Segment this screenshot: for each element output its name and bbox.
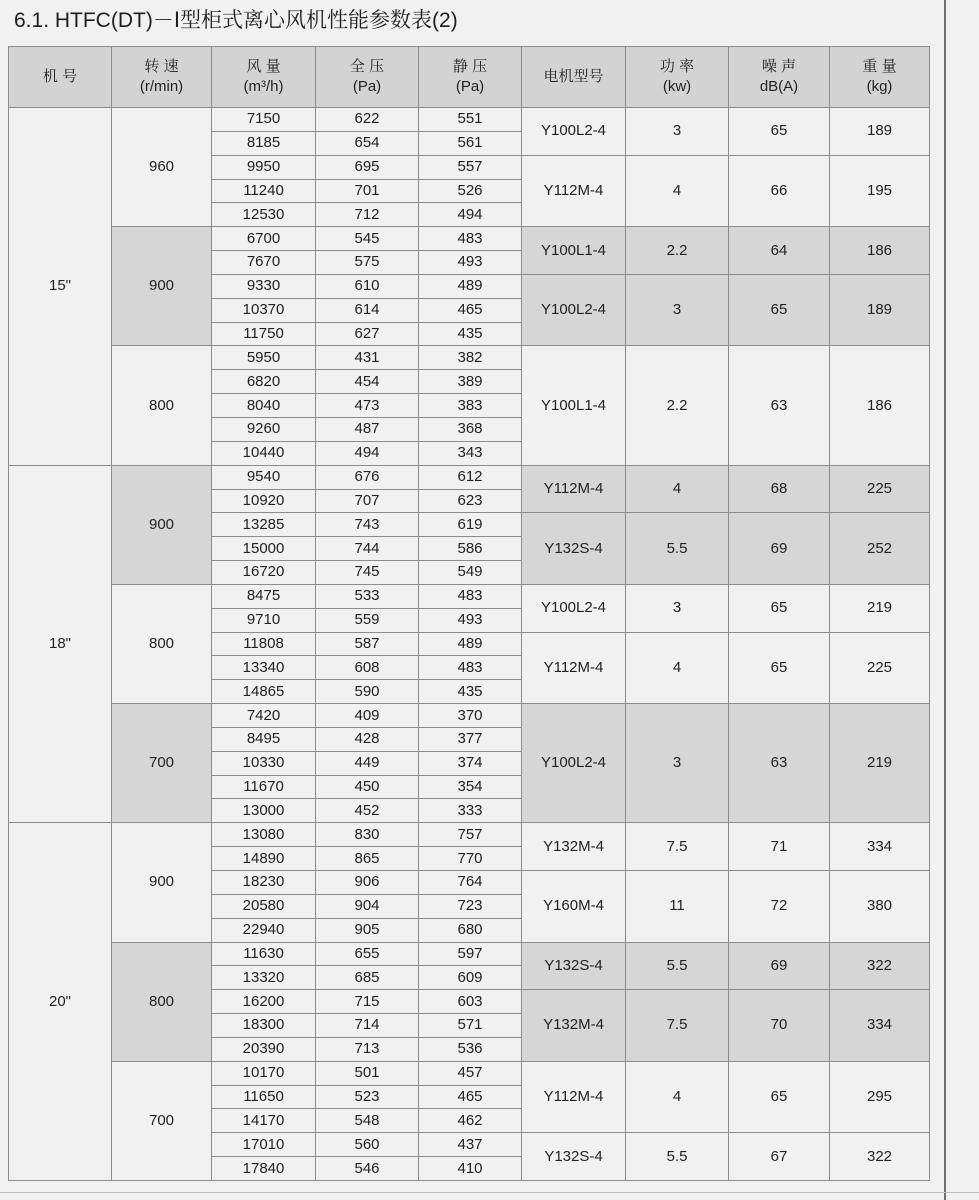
total-pressure-cell: 622 xyxy=(316,108,419,132)
motor-model-cell: Y100L2-4 xyxy=(522,584,626,632)
static-pressure-cell: 489 xyxy=(419,274,522,298)
total-pressure-cell: 560 xyxy=(316,1133,419,1157)
noise-cell: 65 xyxy=(729,274,830,346)
noise-cell: 71 xyxy=(729,823,830,871)
static-pressure-cell: 410 xyxy=(419,1157,522,1181)
total-pressure-cell: 743 xyxy=(316,513,419,537)
table-row xyxy=(9,823,930,847)
table-row xyxy=(9,346,930,370)
weight-cell: 195 xyxy=(830,155,930,227)
airflow-cell: 13080 xyxy=(212,823,316,847)
static-pressure-cell: 526 xyxy=(419,179,522,203)
airflow-cell: 8040 xyxy=(212,394,316,418)
airflow-cell: 9950 xyxy=(212,155,316,179)
airflow-cell: 10440 xyxy=(212,441,316,465)
static-pressure-cell: 435 xyxy=(419,322,522,346)
noise-cell: 65 xyxy=(729,584,830,632)
noise-cell: 65 xyxy=(729,632,830,704)
airflow-cell: 22940 xyxy=(212,918,316,942)
power-cell: 3 xyxy=(626,704,729,823)
total-pressure-cell: 449 xyxy=(316,751,419,775)
total-pressure-cell: 450 xyxy=(316,775,419,799)
machine-no-cell: 20" xyxy=(9,823,112,1181)
speed-cell: 900 xyxy=(112,227,212,346)
weight-cell: 295 xyxy=(830,1061,930,1133)
motor-model-cell: Y112M-4 xyxy=(522,632,626,704)
static-pressure-cell: 764 xyxy=(419,871,522,895)
total-pressure-cell: 715 xyxy=(316,990,419,1014)
header-weight: 重 量 (kg) xyxy=(830,47,930,108)
total-pressure-cell: 712 xyxy=(316,203,419,227)
motor-model-cell: Y132M-4 xyxy=(522,823,626,871)
table-row xyxy=(9,942,930,966)
power-cell: 4 xyxy=(626,465,729,513)
airflow-cell: 10330 xyxy=(212,751,316,775)
static-pressure-cell: 465 xyxy=(419,298,522,322)
static-pressure-cell: 494 xyxy=(419,203,522,227)
table-row xyxy=(9,227,930,251)
airflow-cell: 9260 xyxy=(212,417,316,441)
weight-cell: 219 xyxy=(830,584,930,632)
weight-cell: 322 xyxy=(830,942,930,990)
airflow-cell: 16720 xyxy=(212,561,316,585)
total-pressure-cell: 608 xyxy=(316,656,419,680)
airflow-cell: 14890 xyxy=(212,847,316,871)
motor-model-cell: Y132S-4 xyxy=(522,942,626,990)
power-cell: 11 xyxy=(626,871,729,943)
static-pressure-cell: 457 xyxy=(419,1061,522,1085)
header-total-pressure: 全 压 (Pa) xyxy=(316,47,419,108)
airflow-cell: 11670 xyxy=(212,775,316,799)
airflow-cell: 7150 xyxy=(212,108,316,132)
airflow-cell: 13320 xyxy=(212,966,316,990)
machine-no-cell: 15" xyxy=(9,108,112,466)
motor-model-cell: Y100L2-4 xyxy=(522,274,626,346)
total-pressure-cell: 487 xyxy=(316,417,419,441)
noise-cell: 68 xyxy=(729,465,830,513)
header-machine-no: 机 号 xyxy=(9,47,112,108)
total-pressure-cell: 454 xyxy=(316,370,419,394)
static-pressure-cell: 623 xyxy=(419,489,522,513)
static-pressure-cell: 549 xyxy=(419,561,522,585)
table-header-row xyxy=(9,47,930,108)
power-cell: 2.2 xyxy=(626,227,729,275)
airflow-cell: 13000 xyxy=(212,799,316,823)
total-pressure-cell: 428 xyxy=(316,727,419,751)
static-pressure-cell: 723 xyxy=(419,894,522,918)
static-pressure-cell: 757 xyxy=(419,823,522,847)
motor-model-cell: Y112M-4 xyxy=(522,155,626,227)
static-pressure-cell: 382 xyxy=(419,346,522,370)
static-pressure-cell: 354 xyxy=(419,775,522,799)
table-row xyxy=(9,1061,930,1085)
static-pressure-cell: 483 xyxy=(419,656,522,680)
noise-cell: 63 xyxy=(729,346,830,465)
airflow-cell: 7670 xyxy=(212,251,316,275)
static-pressure-cell: 435 xyxy=(419,680,522,704)
total-pressure-cell: 494 xyxy=(316,441,419,465)
motor-model-cell: Y112M-4 xyxy=(522,1061,626,1133)
total-pressure-cell: 523 xyxy=(316,1085,419,1109)
total-pressure-cell: 701 xyxy=(316,179,419,203)
header-static-pressure: 静 压 (Pa) xyxy=(419,47,522,108)
table-row xyxy=(9,584,930,608)
airflow-cell: 17010 xyxy=(212,1133,316,1157)
total-pressure-cell: 695 xyxy=(316,155,419,179)
table-row xyxy=(9,704,930,728)
airflow-cell: 10370 xyxy=(212,298,316,322)
total-pressure-cell: 614 xyxy=(316,298,419,322)
table-row xyxy=(9,108,930,132)
static-pressure-cell: 377 xyxy=(419,727,522,751)
total-pressure-cell: 473 xyxy=(316,394,419,418)
static-pressure-cell: 368 xyxy=(419,417,522,441)
static-pressure-cell: 586 xyxy=(419,537,522,561)
bottom-margin-rule xyxy=(0,1192,979,1193)
static-pressure-cell: 493 xyxy=(419,251,522,275)
static-pressure-cell: 770 xyxy=(419,847,522,871)
speed-cell: 700 xyxy=(112,704,212,823)
airflow-cell: 8185 xyxy=(212,131,316,155)
motor-model-cell: Y132M-4 xyxy=(522,990,626,1062)
airflow-cell: 20390 xyxy=(212,1037,316,1061)
airflow-cell: 14170 xyxy=(212,1109,316,1133)
motor-model-cell: Y100L1-4 xyxy=(522,227,626,275)
noise-cell: 64 xyxy=(729,227,830,275)
power-cell: 3 xyxy=(626,108,729,156)
weight-cell: 380 xyxy=(830,871,930,943)
airflow-cell: 20580 xyxy=(212,894,316,918)
noise-cell: 67 xyxy=(729,1133,830,1181)
airflow-cell: 14865 xyxy=(212,680,316,704)
power-cell: 4 xyxy=(626,632,729,704)
static-pressure-cell: 343 xyxy=(419,441,522,465)
total-pressure-cell: 745 xyxy=(316,561,419,585)
total-pressure-cell: 546 xyxy=(316,1157,419,1181)
fan-performance-table xyxy=(8,46,930,1181)
total-pressure-cell: 587 xyxy=(316,632,419,656)
airflow-cell: 15000 xyxy=(212,537,316,561)
total-pressure-cell: 409 xyxy=(316,704,419,728)
machine-no-cell: 18" xyxy=(9,465,112,823)
power-cell: 3 xyxy=(626,274,729,346)
static-pressure-cell: 370 xyxy=(419,704,522,728)
power-cell: 5.5 xyxy=(626,942,729,990)
speed-cell: 800 xyxy=(112,942,212,1061)
airflow-cell: 6700 xyxy=(212,227,316,251)
weight-cell: 186 xyxy=(830,227,930,275)
static-pressure-cell: 483 xyxy=(419,584,522,608)
total-pressure-cell: 548 xyxy=(316,1109,419,1133)
speed-cell: 960 xyxy=(112,108,212,227)
airflow-cell: 11750 xyxy=(212,322,316,346)
table-row xyxy=(9,465,930,489)
total-pressure-cell: 714 xyxy=(316,1014,419,1038)
total-pressure-cell: 545 xyxy=(316,227,419,251)
airflow-cell: 18300 xyxy=(212,1014,316,1038)
total-pressure-cell: 501 xyxy=(316,1061,419,1085)
static-pressure-cell: 493 xyxy=(419,608,522,632)
total-pressure-cell: 744 xyxy=(316,537,419,561)
noise-cell: 65 xyxy=(729,108,830,156)
static-pressure-cell: 437 xyxy=(419,1133,522,1157)
total-pressure-cell: 654 xyxy=(316,131,419,155)
airflow-cell: 10920 xyxy=(212,489,316,513)
airflow-cell: 12530 xyxy=(212,203,316,227)
weight-cell: 225 xyxy=(830,465,930,513)
speed-cell: 900 xyxy=(112,465,212,584)
total-pressure-cell: 431 xyxy=(316,346,419,370)
speed-cell: 800 xyxy=(112,346,212,465)
power-cell: 4 xyxy=(626,1061,729,1133)
header-noise: 噪 声 dB(A) xyxy=(729,47,830,108)
total-pressure-cell: 533 xyxy=(316,584,419,608)
static-pressure-cell: 333 xyxy=(419,799,522,823)
header-speed: 转 速 (r/min) xyxy=(112,47,212,108)
static-pressure-cell: 465 xyxy=(419,1085,522,1109)
weight-cell: 186 xyxy=(830,346,930,465)
page-title: 6.1. HTFC(DT)－Ⅰ型柜式离心风机性能参数表(2) xyxy=(14,9,458,32)
total-pressure-cell: 865 xyxy=(316,847,419,871)
static-pressure-cell: 489 xyxy=(419,632,522,656)
static-pressure-cell: 389 xyxy=(419,370,522,394)
total-pressure-cell: 610 xyxy=(316,274,419,298)
power-cell: 2.2 xyxy=(626,346,729,465)
total-pressure-cell: 713 xyxy=(316,1037,419,1061)
power-cell: 4 xyxy=(626,155,729,227)
power-cell: 5.5 xyxy=(626,1133,729,1181)
motor-model-cell: Y132S-4 xyxy=(522,1133,626,1181)
noise-cell: 70 xyxy=(729,990,830,1062)
static-pressure-cell: 571 xyxy=(419,1014,522,1038)
noise-cell: 63 xyxy=(729,704,830,823)
noise-cell: 69 xyxy=(729,942,830,990)
speed-cell: 800 xyxy=(112,584,212,703)
total-pressure-cell: 559 xyxy=(316,608,419,632)
total-pressure-cell: 904 xyxy=(316,894,419,918)
weight-cell: 189 xyxy=(830,108,930,156)
total-pressure-cell: 590 xyxy=(316,680,419,704)
static-pressure-cell: 680 xyxy=(419,918,522,942)
weight-cell: 189 xyxy=(830,274,930,346)
motor-model-cell: Y112M-4 xyxy=(522,465,626,513)
motor-model-cell: Y100L2-4 xyxy=(522,108,626,156)
speed-cell: 700 xyxy=(112,1061,212,1180)
airflow-cell: 9710 xyxy=(212,608,316,632)
total-pressure-cell: 830 xyxy=(316,823,419,847)
static-pressure-cell: 536 xyxy=(419,1037,522,1061)
airflow-cell: 9540 xyxy=(212,465,316,489)
static-pressure-cell: 597 xyxy=(419,942,522,966)
static-pressure-cell: 462 xyxy=(419,1109,522,1133)
motor-model-cell: Y160M-4 xyxy=(522,871,626,943)
noise-cell: 65 xyxy=(729,1061,830,1133)
power-cell: 5.5 xyxy=(626,513,729,585)
right-margin-rule xyxy=(944,0,946,1200)
static-pressure-cell: 603 xyxy=(419,990,522,1014)
airflow-cell: 18230 xyxy=(212,871,316,895)
airflow-cell: 8475 xyxy=(212,584,316,608)
motor-model-cell: Y132S-4 xyxy=(522,513,626,585)
airflow-cell: 11808 xyxy=(212,632,316,656)
airflow-cell: 10170 xyxy=(212,1061,316,1085)
total-pressure-cell: 905 xyxy=(316,918,419,942)
static-pressure-cell: 483 xyxy=(419,227,522,251)
static-pressure-cell: 374 xyxy=(419,751,522,775)
static-pressure-cell: 383 xyxy=(419,394,522,418)
header-power: 功 率 (kw) xyxy=(626,47,729,108)
static-pressure-cell: 561 xyxy=(419,131,522,155)
speed-cell: 900 xyxy=(112,823,212,942)
static-pressure-cell: 609 xyxy=(419,966,522,990)
static-pressure-cell: 612 xyxy=(419,465,522,489)
airflow-cell: 13285 xyxy=(212,513,316,537)
total-pressure-cell: 685 xyxy=(316,966,419,990)
static-pressure-cell: 557 xyxy=(419,155,522,179)
airflow-cell: 5950 xyxy=(212,346,316,370)
weight-cell: 219 xyxy=(830,704,930,823)
airflow-cell: 16200 xyxy=(212,990,316,1014)
total-pressure-cell: 906 xyxy=(316,871,419,895)
weight-cell: 322 xyxy=(830,1133,930,1181)
header-airflow: 风 量 (m³/h) xyxy=(212,47,316,108)
airflow-cell: 11650 xyxy=(212,1085,316,1109)
weight-cell: 225 xyxy=(830,632,930,704)
total-pressure-cell: 676 xyxy=(316,465,419,489)
airflow-cell: 13340 xyxy=(212,656,316,680)
weight-cell: 334 xyxy=(830,823,930,871)
total-pressure-cell: 707 xyxy=(316,489,419,513)
static-pressure-cell: 619 xyxy=(419,513,522,537)
noise-cell: 66 xyxy=(729,155,830,227)
airflow-cell: 17840 xyxy=(212,1157,316,1181)
power-cell: 7.5 xyxy=(626,990,729,1062)
power-cell: 3 xyxy=(626,584,729,632)
noise-cell: 69 xyxy=(729,513,830,585)
motor-model-cell: Y100L1-4 xyxy=(522,346,626,465)
airflow-cell: 8495 xyxy=(212,727,316,751)
airflow-cell: 11630 xyxy=(212,942,316,966)
header-motor-model: 电机型号 xyxy=(522,47,626,108)
total-pressure-cell: 655 xyxy=(316,942,419,966)
total-pressure-cell: 627 xyxy=(316,322,419,346)
weight-cell: 334 xyxy=(830,990,930,1062)
noise-cell: 72 xyxy=(729,871,830,943)
power-cell: 7.5 xyxy=(626,823,729,871)
airflow-cell: 7420 xyxy=(212,704,316,728)
total-pressure-cell: 452 xyxy=(316,799,419,823)
static-pressure-cell: 551 xyxy=(419,108,522,132)
total-pressure-cell: 575 xyxy=(316,251,419,275)
airflow-cell: 11240 xyxy=(212,179,316,203)
airflow-cell: 6820 xyxy=(212,370,316,394)
weight-cell: 252 xyxy=(830,513,930,585)
motor-model-cell: Y100L2-4 xyxy=(522,704,626,823)
airflow-cell: 9330 xyxy=(212,274,316,298)
